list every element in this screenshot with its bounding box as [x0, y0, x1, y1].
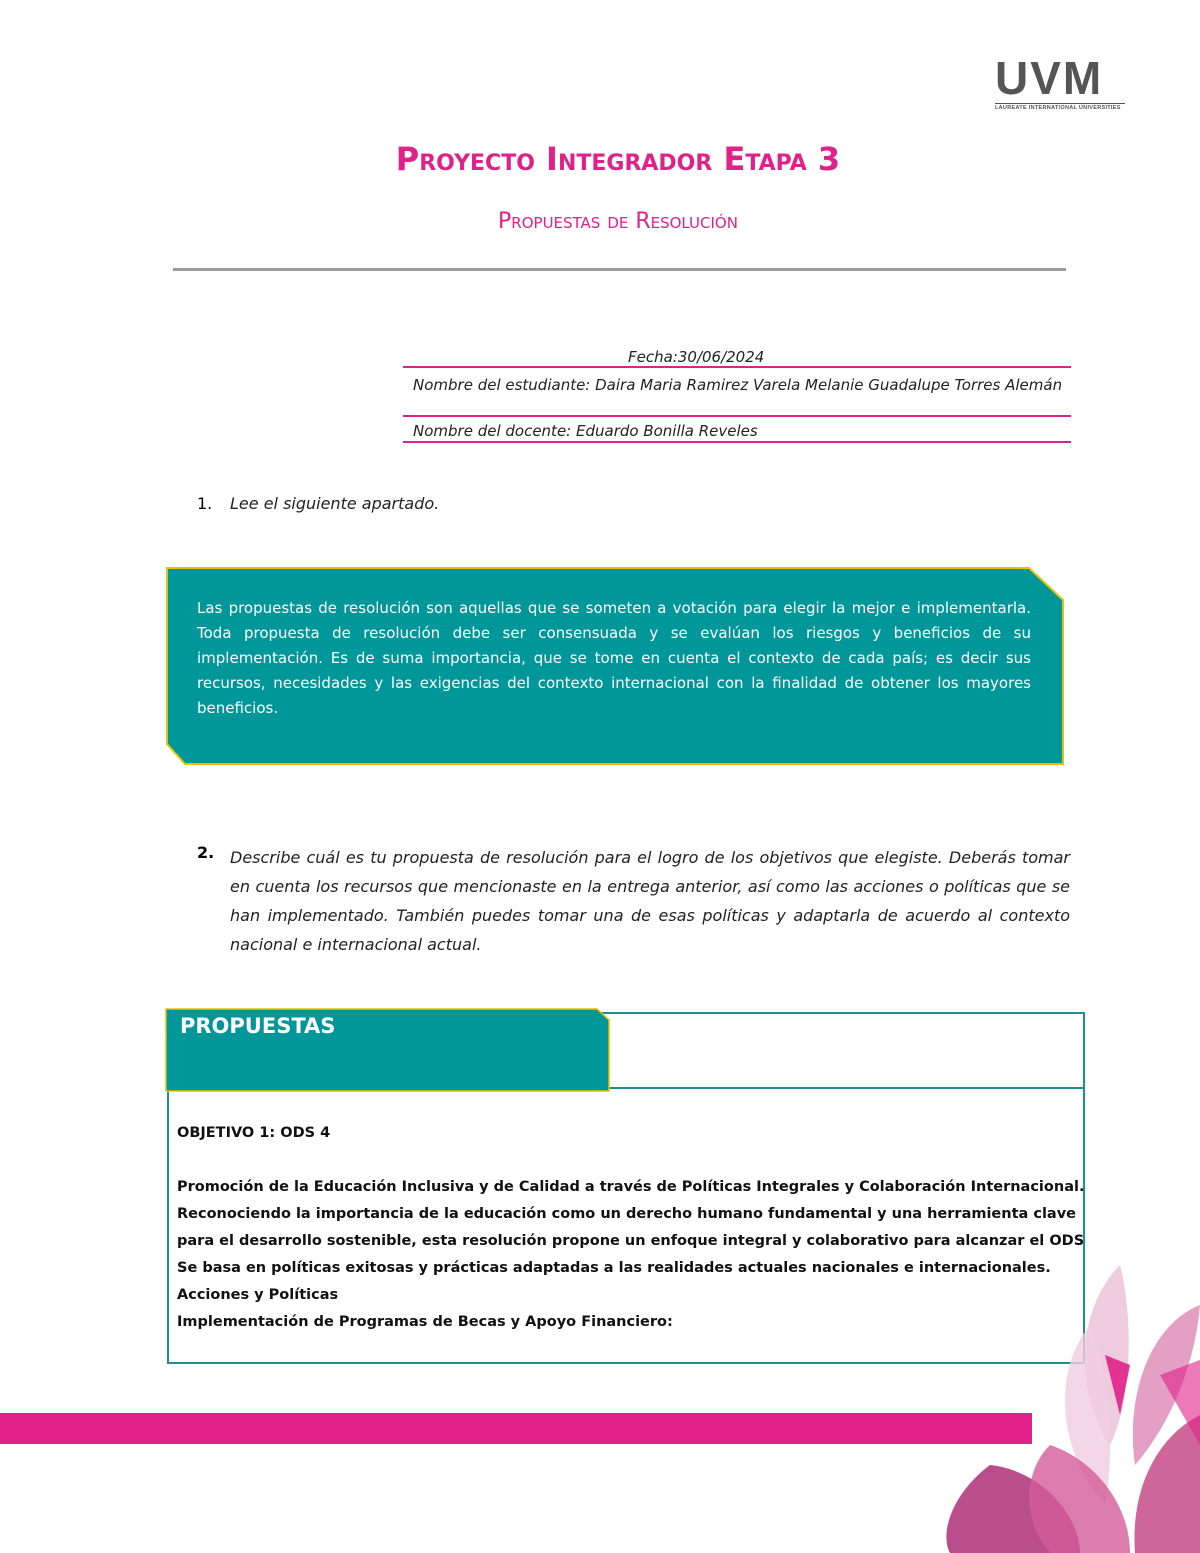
objective-title: OBJETIVO 1: ODS 4: [177, 1125, 331, 1141]
page-subtitle: Propuestas de Resolución: [498, 209, 738, 234]
content-line: Se basa en políticas exitosas y prácticas adaptadas a las realidades actuales nacionales e internacionales.: [177, 1260, 1051, 1276]
content-line: Promoción de la Educación Inclusiva y de Calidad a través de Políticas Integrales y Colaboración Internacional.: [177, 1179, 1085, 1195]
instruction-item-1: [197, 494, 797, 518]
teacher-name-field: Nombre del docente: Eduardo Bonilla Reveles: [413, 422, 758, 440]
proposals-header-label: PROPUESTAS: [180, 1014, 336, 1038]
logo-subtitle: LAUREATE INTERNATIONAL UNIVERSITIES: [995, 103, 1125, 111]
page-title: Proyecto Integrador Etapa 3: [395, 140, 841, 178]
info-underline: [403, 415, 1071, 417]
content-line: Reconociendo la importancia de la educación como un derecho humano fundamental y una herramienta clave: [177, 1206, 1076, 1222]
info-underline: [403, 366, 1071, 368]
item-text: Lee el siguiente apartado.: [230, 494, 440, 513]
info-underline: [403, 441, 1071, 443]
instruction-item-2-number: [197, 843, 227, 867]
instruction-item-2-text: Describe cuál es tu propuesta de resolución para el logro de los objetivos que elegiste. Deberás tomar en cuenta los recursos que mencionaste en la entrega anterior, así como las acciones o políticas que se han implementado. También puedes tomar una de esas políticas y adaptarla de acuerdo al contexto nacional e internacional actual.: [230, 848, 1070, 954]
content-line: Acciones y Políticas: [177, 1287, 339, 1303]
item-number: 2.: [197, 843, 215, 862]
spacer: [177, 1147, 1077, 1174]
uvm-logo: [995, 52, 1125, 111]
footer-pink-bar: [0, 1413, 1032, 1444]
title-divider: [173, 268, 1066, 271]
date-field: Fecha:30/06/2024: [628, 348, 765, 366]
content-line: Implementación de Programas de Becas y Apoyo Financiero:: [177, 1314, 673, 1330]
decorative-petals-graphic: [930, 1265, 1200, 1553]
student-name-field: Nombre del estudiante: Daira Maria Ramirez Varela Melanie Guadalupe Torres Alemán: [413, 376, 1063, 394]
logo-text: UVM: [995, 52, 1104, 104]
item-number: 1.: [197, 494, 213, 513]
content-line: para el desarrollo sostenible, esta resolución propone un enfoque integral y colaborativo para alcanzar el ODS: [177, 1233, 1085, 1249]
callout-text: Las propuestas de resolución son aquellas que se someten a votación para elegir la mejor e implementarla. Toda propuesta de resolución debe ser consensuada y se evalúan los riesgos y beneficios de su implementación. Es de suma importancia, que se tome en cuenta el contexto de cada país; es decir sus recursos, necesidades y las exigencias del contexto internacional con la finalidad de obtener los mayores beneficios.: [197, 599, 1031, 717]
